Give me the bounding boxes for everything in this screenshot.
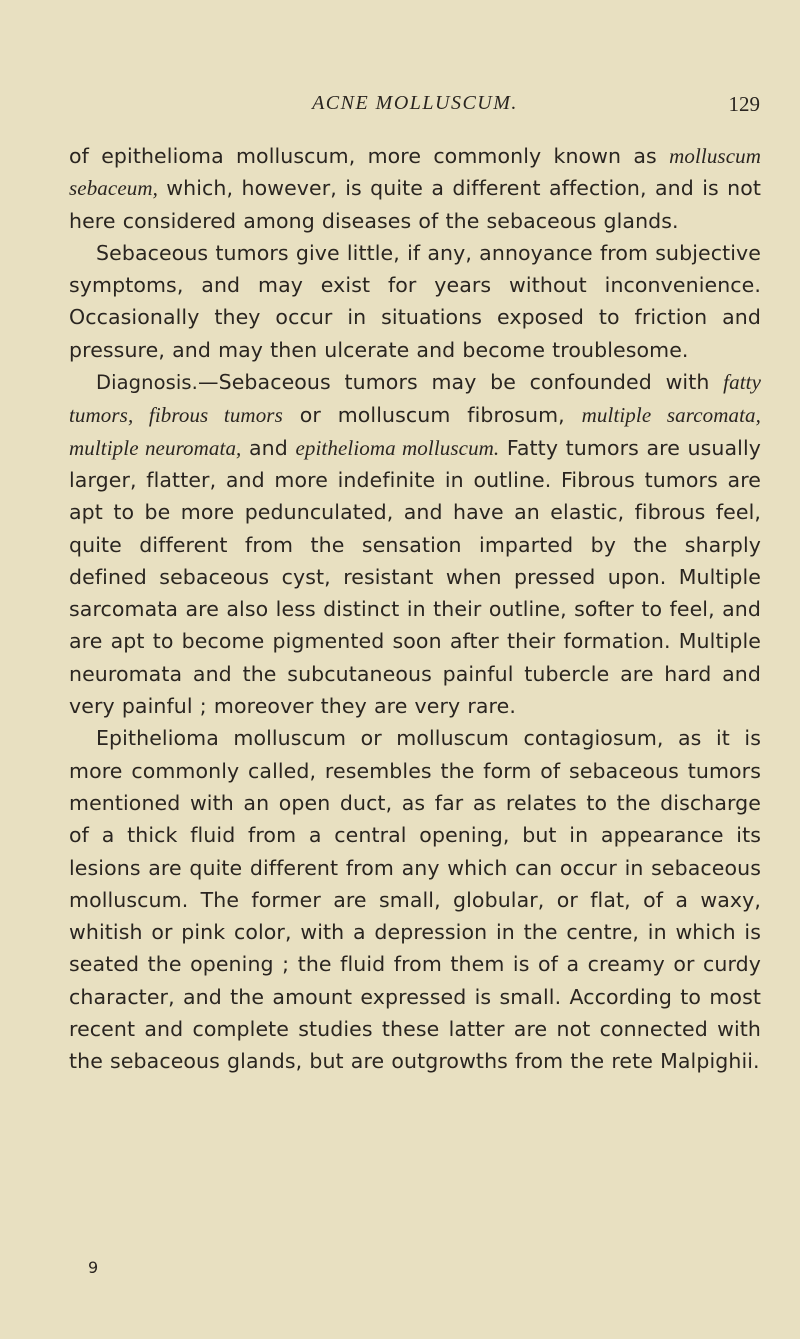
italic-term: molluscum sebaceum, (69, 144, 761, 201)
text-segment: Fatty tumors are usually larger, flatter, and more indefinite in outline. Fibrous tumors are apt to be more pedunculated, and have an elastic, fibrous feel, quite different from the sensation imparted by the sharply defined sebaceous cyst, resistant when pressed upon. Multiple sarcomata are also less distinct in their outline, softer to feel, and are apt to become pigmented soon after their formation. Multiple neuromata and the subcutaneous painful tubercle are hard and very painful ; moreover they are very rare. (69, 435, 761, 719)
section-run-in-heading: Diagnosis. (96, 371, 198, 395)
running-head (70, 92, 760, 122)
paragraph-2 (69, 237, 761, 366)
signature-mark: 9 (88, 1258, 99, 1277)
text-segment: or molluscum fibrosum, (282, 403, 582, 428)
page-number: 129 (728, 92, 760, 116)
body-text (69, 140, 761, 1078)
paragraph-1 (69, 140, 761, 237)
italic-term: epithelioma molluscum. (295, 435, 500, 460)
text-segment: Epithelioma molluscum or molluscum contagiosum, as it is more commonly called, resembles the form of sebaceous tumors mentioned with an open duct, as far as relates to the discharge of a thick fluid from a central opening, but in appearance its lesions are quite different from any which can occur in sebaceous molluscum. The former are small, globular, or flat, of a waxy, whitish or pink color, with a depression in the centre, in which is seated the opening ; the fluid from them is of a creamy or curdy character, and the amount expressed is small. According to most recent and complete studies these latter are not connected with the sebaceous glands, but are outgrowths from the rete Malpighii. (69, 726, 761, 1074)
text-segment: of epithelioma molluscum, more commonly known as (69, 144, 670, 168)
text-segment: Sebaceous tumors give little, if any, annoyance from subjective symptoms, and may exist for years without inconvenience. Occasionally they occur in situations exposed to friction and pressure, and may then ulcerate and become troublesome. (69, 240, 761, 362)
running-title: ACNE MOLLUSCUM. (312, 92, 518, 114)
text-segment: and (241, 435, 296, 460)
italic-term: fatty tumors, fibrous tumors (69, 370, 761, 428)
paragraph-4 (69, 722, 761, 1077)
paragraph-3 (69, 366, 761, 722)
text-segment: —Sebaceous tumors may be confounded with (198, 370, 724, 395)
italic-term: multiple sarcomata, multiple neuromata, (69, 403, 761, 460)
text-segment: which, however, is quite a different affection, and is not here considered among diseases of the sebaceous glands. (69, 176, 761, 233)
